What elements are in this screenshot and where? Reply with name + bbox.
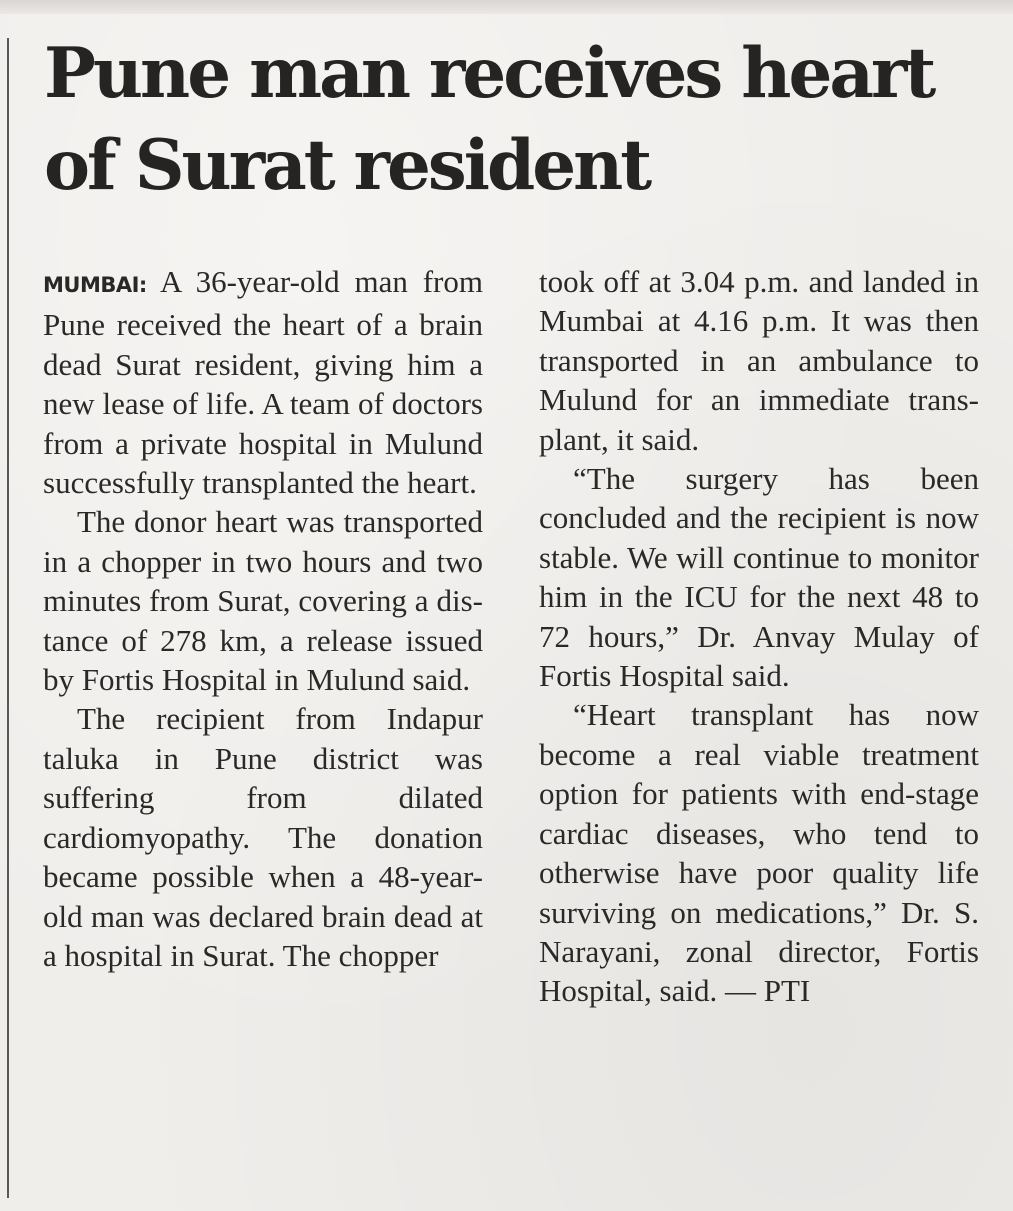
article-column-left [43,262,483,975]
torn-edge-strip [0,0,1013,14]
paragraph: took off at 3.04 p.m. and landed in Mumbai at 4.16 p.m. It was then transported in an ambulance to Mulund for an immediate transplant, it said. [539,264,979,457]
headline: Pune man receives heart of Surat resident [44,33,934,206]
paragraph: “The surgery has been concluded and the recipient is now stable. We will continue to monitor him in the ICU for the next 48 to 72 hours,” Dr. Anvay Mulay of Fortis Hospital said. [539,461,979,694]
paragraph: The recipient from Indapur taluka in Pune district was suffering from dilated cardiomyopathy. The donation became possible when a 48-year-old man was declared brain dead at a hospital in Surat. The chopper [43,701,483,973]
column-rule [7,38,9,1198]
paragraph: “Heart transplant has now become a real viable treatment option for patients with end-stage cardiac diseases, who tend to otherwise have poor quality life surviving on medications,” Dr. S. Narayani, zonal director, Fortis Hospital, said. — PTI [539,697,979,1009]
article-column-right [539,262,979,1011]
paragraph: The donor heart was transported in a chopper in two hours and two minutes from Surat, covering a distance of 278 km, a release issued by Fortis Hospital in Mulund said. [43,504,483,698]
paragraph-text: A 36-year-old man from Pune received the heart of a brain dead Surat resident, giving him a new lease of life. A team of doctors from a private hospital in Mulund successfully transplanted the heart. [43,264,483,501]
dateline: MUMBAI: [43,273,147,297]
paragraph [43,262,483,502]
